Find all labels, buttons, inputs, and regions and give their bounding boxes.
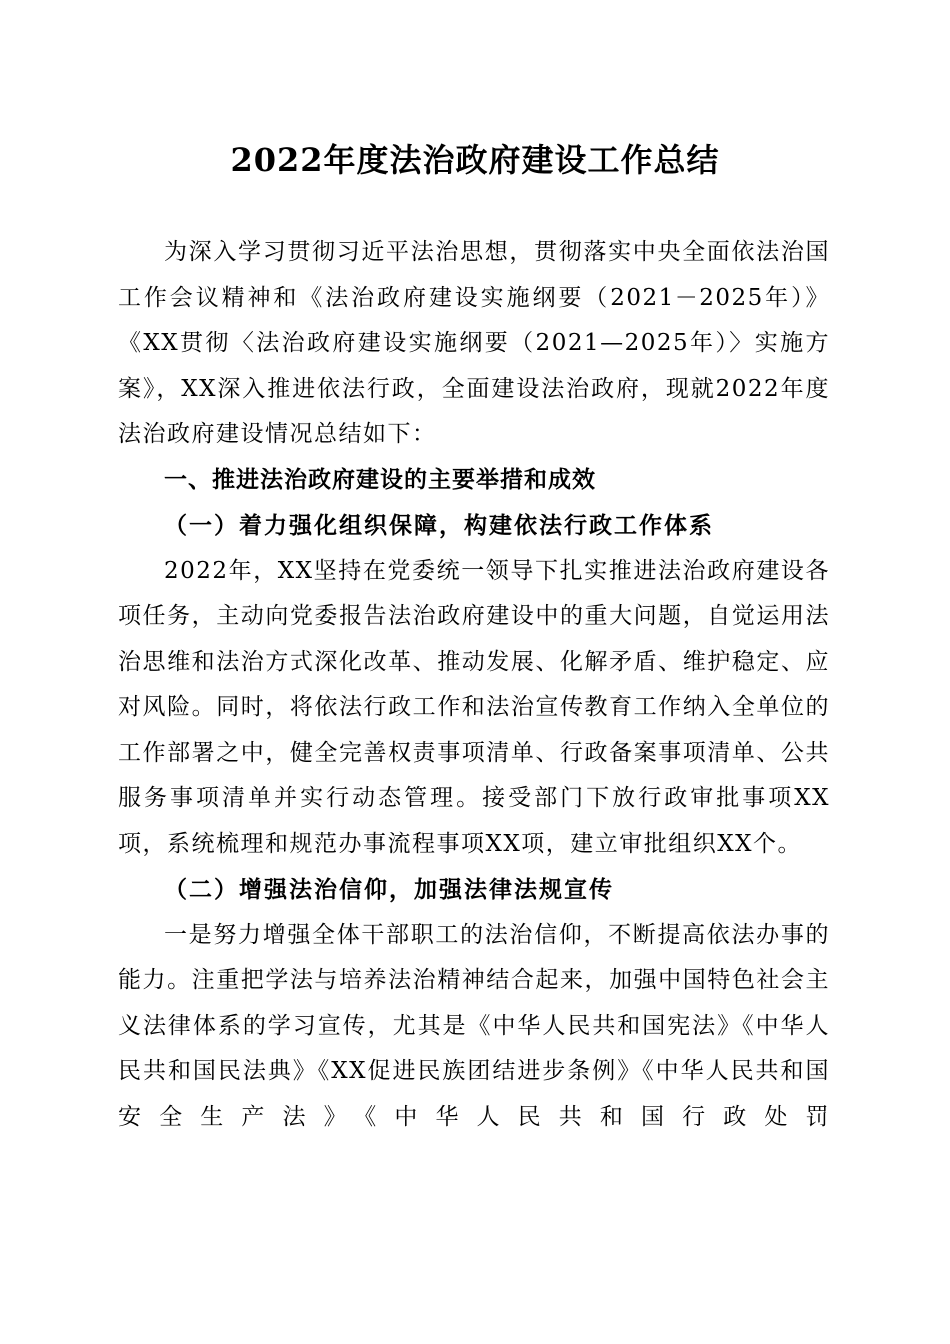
document-body xyxy=(118,230,830,1140)
subsection-2-paragraph: 一是努力增强全体干部职工的法治信仰，不断提高依法办事的能力。注重把学法与培养法治精神结合起来，加强中国特色社会主义法律体系的学习宣传，尤其是《中华人民共和国宪法》《中华人民共和国民法典》《XX促进民族团结进步条例》《中华人民共和国安全生产法》《中华人民共和国行政处罚 xyxy=(118,921,830,1130)
subsection-1-heading: （一）着力强化组织保障，构建依法行政工作体系 xyxy=(164,512,714,539)
subsection-1-paragraph: 2022年，XX坚持在党委统一领导下扎实推进法治政府建设各项任务，主动向党委报告法治政府建设中的重大问题，自觉运用法治思维和法治方式深化改革、推动发展、化解矛盾、维护稳定、应对风险。同时，将依法行政工作和法治宣传教育工作纳入全单位的工作部署之中，健全完善权责事项清单、行政备案事项清单、公共服务事项清单并实行动态管理。接受部门下放行政审批事项XX项，系统梳理和规范办事流程事项XX项，建立审批组织XX个。 xyxy=(118,557,830,857)
intro-paragraph: 为深入学习贯彻习近平法治思想，贯彻落实中央全面依法治国工作会议精神和《法治政府建设实施纲要（2021－2025年）》《XX贯彻〈法治政府建设实施纲要（2021—2025年）〉实施方案》，XX深入推进依法行政，全面建设法治政府，现就2022年度法治政府建设情况总结如下： xyxy=(118,239,830,447)
section-1-heading: 一、推进法治政府建设的主要举措和成效 xyxy=(164,466,596,493)
document-title: 2022年度法治政府建设工作总结 xyxy=(230,141,720,179)
subsection-2-heading: （二）增强法治信仰，加强法律法规宣传 xyxy=(164,876,614,903)
